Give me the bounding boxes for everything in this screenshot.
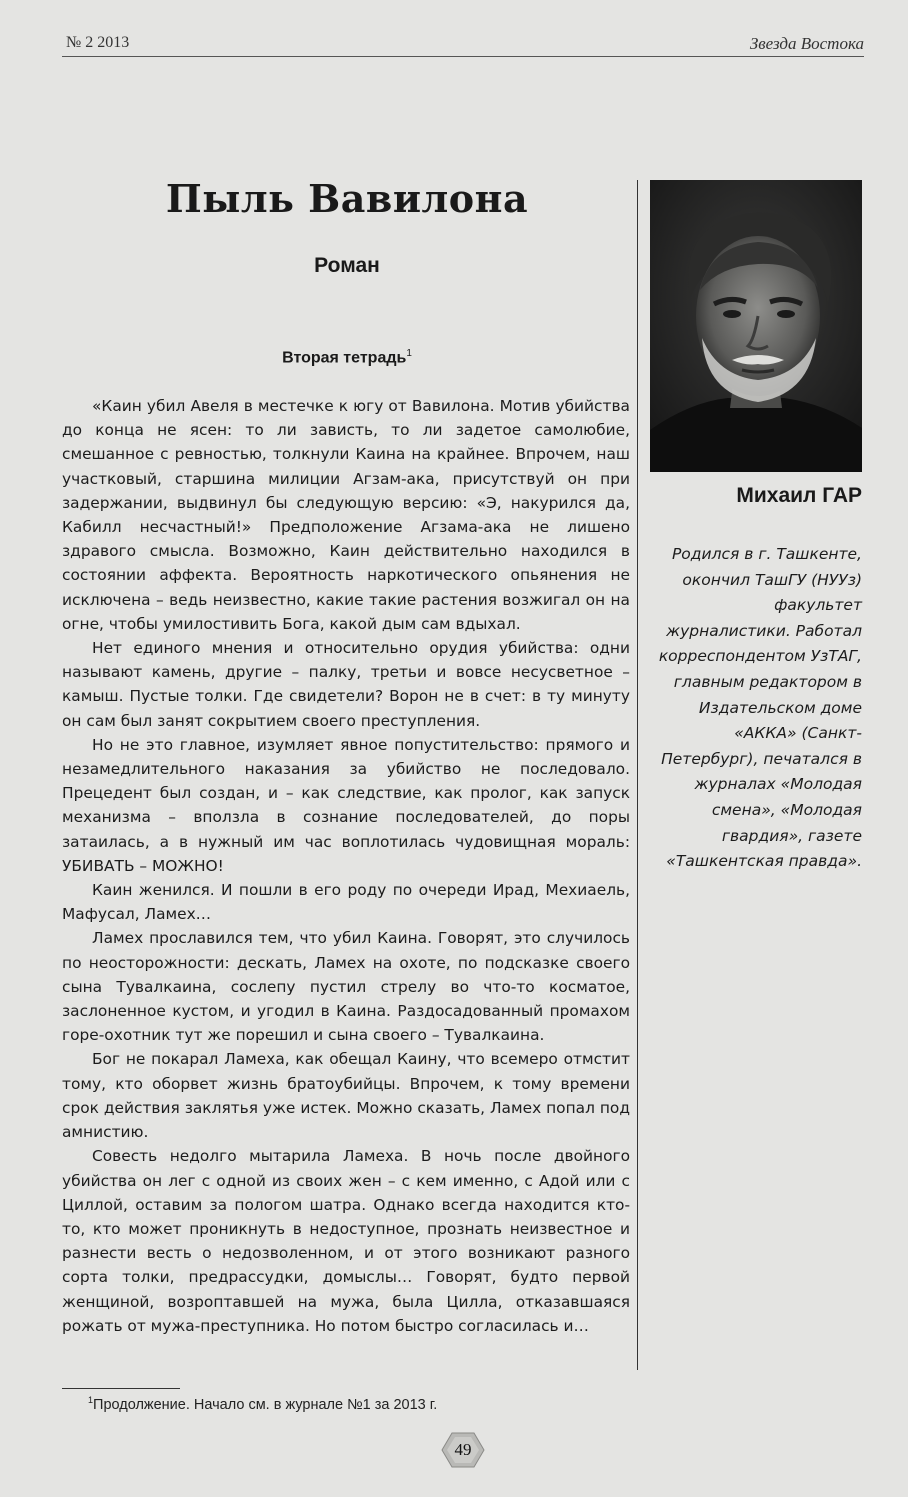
column-divider bbox=[637, 180, 638, 1370]
paragraph: Бог не покарал Ламеха, как обещал Каину, что всемеро отмстит тому, кто оборвет жизнь братоубийцы. Впрочем, к тому времени срок действия заклятья уже истек. Можно сказать, Ламех попал под амнистию. bbox=[62, 1050, 630, 1142]
author-photo bbox=[650, 180, 862, 472]
paragraph: Каин женился. И пошли в его роду по очереди Ирад, Мехиаель, Мафусал, Ламех… bbox=[62, 881, 630, 924]
author-bio: Родился в г. Ташкенте, окончил ТашГУ (НУУз) факультет журналистики. Работал корреспондентом УзТАГ, главным редактором в Издательском доме «АККА» (Санкт-Петербург), печатался в журналах «Молодая смена», «Молодая гвардия», газете «Ташкентская правда». bbox=[658, 545, 862, 871]
footnote bbox=[88, 1395, 437, 1413]
paragraph: Но не это главное, изумляет явное попустительство: прямого и незамедлительного наказания за убийство не последовало. Прецедент был создан, и – как следствие, как пролог, как запуск механизма – вползла в сознание последователей, до поры затаилась, а в нужный им час воплотилась чудовищная мораль: УБИВАТЬ – МОЖНО! bbox=[62, 735, 630, 875]
article-title: Пыль Вавилона bbox=[165, 176, 529, 221]
author-name: Михаил ГАР bbox=[736, 484, 862, 507]
footnote-mark: 1 bbox=[88, 1395, 94, 1405]
paragraph: Ламех прославился тем, что убил Каина. Говорят, это случилось по неосторожности: дескать, Ламех на охоте, по подсказке своего сына Тувалкаина, сослепу пустил стрелу во что-то косматое, заслоненное кустом, и угодил в Каина. Раздосадованный промахом горе-охотник тут же порешил и сына своего – Тувалкаина. bbox=[62, 929, 630, 1045]
author-portrait-image bbox=[650, 180, 862, 472]
issue-number: № 2 2013 bbox=[66, 34, 130, 51]
section-title-text: Вторая тетрадь bbox=[282, 349, 407, 367]
article-body bbox=[62, 394, 630, 1338]
paragraph: Нет единого мнения и относительно орудия убийства: одни называют камень, другие – палку, третьи и вовсе несусветное – камыш. Пустые толки. Где свидетели? Ворон не в счет: в ту минуту он сам был занят сокрытием своего преступления. bbox=[62, 639, 630, 730]
journal-name: Звезда Востока bbox=[749, 34, 864, 53]
footnote-reference[interactable]: 1 bbox=[406, 348, 412, 359]
paragraph: «Каин убил Авеля в местечке к югу от Вавилона. Мотив убийства до конца не ясен: то ли зависть, то ли задетое самолюбие, смешанное с ревностью, толкнули Каина на крайнее. Впрочем, наш участковый, старшина милиции Агзам-ака, присутствуй он при задержании, выдвинул бы следующую версию: «Э, накурился да, Кабилл несчастный!» Предположение Агзама-ака не лишено здравого смысла. Возможно, Каин действительно находился в состоянии аффекта. Вероятность наркотического опьянения не исключена – ведь неизвестно, какие такие растения возжигал он на огне, чтобы умилостивить Бога, какой дым сам вдыхал. bbox=[62, 397, 630, 633]
footnote-text: Продолжение. Начало см. в журнале №1 за 2013 г. bbox=[93, 1396, 438, 1413]
paragraph: Совесть недолго мытарила Ламеха. В ночь после двойного убийства он лег с одной из своих жен – с кем именно, с Адой или с Циллой, оставим за пологом шатра. Однако всегда находится кто-то, кто может проникнуть в недоступное, прознать неизвестное и разнести весть о недозволенном, и от этого возникают разного сорта толки, предрассудки, домыслы… Говорят, будто первой женщиной, возроптавшей на мужа, была Цилла, отказавшаяся рожать от мужа-преступника. Но потом быстро согласилась и… bbox=[62, 1147, 630, 1335]
section-title bbox=[64, 348, 630, 367]
page-number: 49 bbox=[454, 1440, 472, 1459]
header-divider bbox=[62, 56, 864, 57]
article-genre: Роман bbox=[314, 254, 380, 277]
footnote-divider bbox=[62, 1388, 180, 1389]
page-number-badge bbox=[441, 1431, 485, 1469]
